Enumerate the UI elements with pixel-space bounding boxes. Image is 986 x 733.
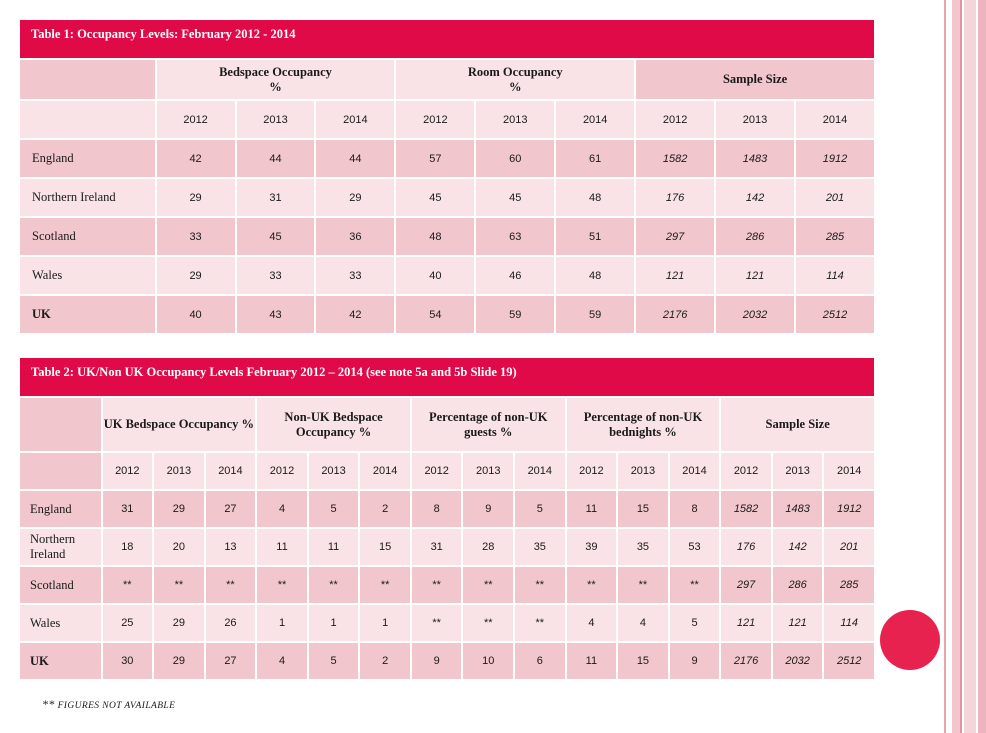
table-cell: 4 (588, 617, 595, 629)
table-cell: 46 (509, 269, 522, 282)
row-label: UK (30, 653, 49, 668)
table-row (20, 179, 874, 216)
year-header: 2013 (476, 465, 501, 477)
table-cell: 61 (589, 152, 602, 165)
table-cell: 45 (269, 230, 282, 243)
table-row (20, 567, 874, 603)
table1-corner (20, 60, 155, 99)
table-cell: 121 (745, 269, 765, 282)
year-header: 2013 (785, 465, 810, 477)
year-header: 2012 (579, 465, 604, 477)
table-row (20, 296, 874, 333)
table-cell: 1 (278, 617, 286, 629)
table-cell: 1582 (662, 152, 688, 165)
table1-grid (18, 58, 876, 335)
table-row (20, 140, 874, 177)
table-cell: 1912 (822, 152, 848, 165)
year-header: 2014 (218, 465, 243, 477)
footnote-stars: ** (42, 697, 55, 711)
table2-group-header: Sample Size (721, 398, 874, 451)
table-cell: 51 (589, 230, 602, 243)
year-header: 2012 (662, 113, 688, 126)
table-cell: 18 (121, 541, 134, 553)
year-header: 2012 (269, 465, 295, 477)
table-cell: 45 (509, 191, 522, 204)
row-label: England (32, 151, 74, 165)
table-cell: ** (483, 617, 493, 629)
table2-group-header: Percentage of non-UK guests % (412, 398, 565, 451)
table-cell: 1483 (785, 503, 810, 515)
row-label: Scotland (30, 577, 74, 592)
table-cell: ** (277, 579, 287, 591)
table1-year-corner (20, 101, 155, 138)
table1-group-header (157, 60, 395, 99)
table-cell: 27 (224, 503, 237, 515)
table-cell: 2032 (742, 308, 768, 321)
table-cell: 29 (349, 191, 362, 204)
row-label: UK (32, 307, 51, 321)
table-cell: 9 (691, 655, 698, 667)
table2-group-header: UK Bedspace Occupancy % (103, 398, 256, 451)
table-row (20, 491, 874, 527)
table-cell: 54 (429, 308, 442, 321)
table-cell: 48 (589, 191, 602, 204)
table-cell: ** (535, 617, 545, 629)
decorative-stripe (964, 0, 976, 733)
table-cell: 201 (840, 541, 859, 553)
table-cell: 6 (536, 655, 543, 667)
table-cell: ** (226, 579, 235, 591)
table-row (20, 605, 874, 641)
table-cell: 4 (639, 617, 646, 629)
table-cell: 31 (430, 541, 443, 553)
table-cell: 121 (665, 269, 685, 282)
table-cell: 33 (269, 269, 282, 282)
table-cell: 1912 (836, 503, 862, 515)
year-header: 2012 (424, 465, 449, 477)
table-cell: 11 (276, 541, 288, 553)
table-cell: 286 (788, 579, 807, 591)
footnote-text: FIGURES NOT AVAILABLE (57, 701, 176, 711)
table-cell: 114 (840, 617, 858, 629)
group-label: Bedspace Occupancy (219, 64, 332, 79)
table-cell: 285 (840, 579, 859, 591)
year-header: 2012 (183, 113, 208, 126)
table-cell: ** (638, 579, 648, 591)
row-label: Wales (30, 615, 61, 630)
decorative-stripe (960, 0, 962, 733)
table-cell: 297 (736, 579, 756, 591)
footnote (42, 697, 175, 712)
table-cell: ** (690, 579, 699, 591)
row-label: Northern Ireland (32, 190, 116, 204)
table-cell: 1 (382, 617, 389, 629)
table-cell: 9 (485, 503, 492, 515)
decorative-circle (880, 610, 940, 670)
row-label: Northern Ireland (30, 532, 76, 561)
table-cell: 297 (665, 230, 685, 243)
decorative-stripe (978, 0, 986, 733)
table-cell: 2 (382, 503, 389, 515)
table2-title: Table 2: UK/Non UK Occupancy Levels February 2012 – 2014 (see note 5a and 5b Slide 19) (20, 358, 874, 396)
table-cell: 2176 (733, 655, 759, 667)
table-cell: 5 (330, 655, 337, 667)
table-row (20, 257, 874, 294)
table-cell: 142 (745, 191, 765, 204)
table1-title: Table 1: Occupancy Levels: February 2012 - 2014 (20, 20, 874, 58)
table2-group-header: Non-UK Bedspace Occupancy % (257, 398, 410, 451)
year-header: 2014 (372, 465, 398, 477)
table-cell: 33 (189, 230, 202, 243)
year-header: 2013 (166, 465, 192, 477)
group-unit: % (269, 79, 282, 94)
table-cell: 27 (224, 655, 237, 667)
table-cell: 43 (269, 308, 282, 321)
table-cell: ** (174, 579, 184, 591)
table-cell: 28 (482, 541, 495, 553)
table-cell: 59 (509, 308, 522, 321)
table-row (20, 529, 874, 565)
group-unit: % (509, 79, 522, 94)
table-cell: 29 (189, 269, 202, 282)
table-cell: 53 (688, 541, 701, 553)
year-header: 2013 (630, 465, 656, 477)
table-cell: 121 (788, 617, 807, 629)
table-cell: 2512 (822, 308, 848, 321)
table1-group-header (636, 60, 874, 99)
table-cell: 15 (379, 541, 392, 553)
table-cell: 59 (589, 308, 602, 321)
table-cell: 2512 (836, 655, 862, 667)
table2-corner (20, 398, 101, 451)
table-cell: 1 (330, 617, 337, 629)
year-header: 2014 (836, 465, 862, 477)
table-cell: 5 (536, 503, 543, 515)
table-cell: 30 (121, 655, 134, 667)
table-cell: 48 (429, 230, 442, 243)
table-cell: 45 (429, 191, 442, 204)
table-cell: 11 (585, 655, 598, 667)
table-cell: 1483 (742, 152, 768, 165)
table-cell: 114 (826, 269, 844, 282)
table-cell: 35 (636, 541, 650, 553)
year-header: 2012 (115, 465, 140, 477)
row-label: England (30, 501, 72, 516)
table-cell: 286 (745, 230, 765, 243)
table-cell: 2 (382, 655, 389, 667)
table-cell: ** (123, 579, 132, 591)
table-cell: 57 (429, 152, 442, 165)
table-cell: 5 (330, 503, 337, 515)
table-cell: 11 (585, 503, 598, 515)
table-cell: ** (380, 579, 390, 591)
group-label: Sample Size (722, 72, 788, 86)
year-header: 2013 (321, 465, 346, 477)
year-header: 2014 (527, 465, 553, 477)
table-cell: 285 (825, 230, 845, 243)
decorative-stripe (944, 0, 946, 733)
table-cell: 2032 (785, 655, 810, 667)
table2-grid (18, 396, 876, 681)
table-cell: 142 (788, 541, 807, 553)
table-row (20, 643, 874, 679)
row-label: Scotland (32, 229, 76, 243)
table-cell: 63 (509, 230, 522, 243)
table2 (20, 358, 874, 681)
table-cell: 9 (433, 655, 440, 667)
table-cell: 176 (665, 191, 685, 204)
table2-body (20, 491, 874, 679)
table-cell: 42 (349, 308, 362, 321)
table-cell: ** (587, 579, 596, 591)
table-cell: ** (432, 617, 441, 629)
table-cell: 31 (121, 503, 134, 515)
table-cell: 1582 (733, 503, 759, 515)
table2-group-header: Percentage of non-UK bednights % (567, 398, 720, 451)
table-cell: 44 (269, 152, 282, 165)
year-header: 2014 (682, 465, 707, 477)
table1 (20, 20, 874, 335)
year-header: 2013 (503, 113, 528, 126)
table-cell: ** (329, 579, 338, 591)
table-cell: 4 (278, 655, 286, 667)
year-header: 2014 (822, 113, 848, 126)
table1-group-header (396, 60, 634, 99)
table-cell: 60 (509, 152, 522, 165)
table-cell: 42 (189, 152, 202, 165)
table-cell: ** (483, 579, 493, 591)
table-cell: 40 (189, 308, 202, 321)
table2-year-corner (20, 453, 101, 489)
table-cell: 20 (172, 541, 185, 553)
year-header: 2014 (582, 113, 608, 126)
year-header: 2013 (263, 113, 288, 126)
table-cell: 8 (691, 503, 698, 515)
table-cell: 13 (224, 541, 237, 553)
table-cell: 48 (589, 269, 602, 282)
year-header: 2012 (423, 113, 448, 126)
table-cell: 33 (349, 269, 362, 282)
table-cell: ** (535, 579, 545, 591)
table-cell: 11 (327, 541, 340, 553)
table-cell: 36 (349, 230, 362, 243)
table-cell: 10 (482, 655, 495, 667)
table-cell: 5 (691, 617, 698, 629)
table-cell: 31 (269, 191, 282, 204)
table-cell: 35 (533, 541, 546, 553)
table-cell: 2176 (662, 308, 688, 321)
row-label: Wales (32, 268, 63, 282)
table-cell: 121 (736, 617, 756, 629)
table-cell: 26 (224, 617, 237, 629)
table-cell: ** (432, 579, 441, 591)
table-cell: 201 (825, 191, 845, 204)
table-cell: 29 (172, 655, 185, 667)
year-header: 2013 (742, 113, 768, 126)
table-cell: 15 (636, 503, 650, 515)
table-cell: 44 (349, 152, 362, 165)
decorative-stripe (952, 0, 960, 733)
table-cell: 8 (433, 503, 440, 515)
table-cell: 25 (121, 617, 134, 629)
table-cell: 29 (172, 503, 185, 515)
table-cell: 176 (736, 541, 756, 553)
table1-body (20, 140, 874, 333)
table-cell: 29 (189, 191, 202, 204)
group-label: Room Occupancy (467, 64, 563, 79)
table-cell: 15 (636, 655, 650, 667)
year-header: 2012 (733, 465, 759, 477)
table-cell: 39 (585, 541, 598, 553)
year-header: 2014 (343, 113, 368, 126)
table-cell: 40 (429, 269, 442, 282)
table-cell: 4 (278, 503, 286, 515)
table-row (20, 218, 874, 255)
table-cell: 29 (172, 617, 185, 629)
